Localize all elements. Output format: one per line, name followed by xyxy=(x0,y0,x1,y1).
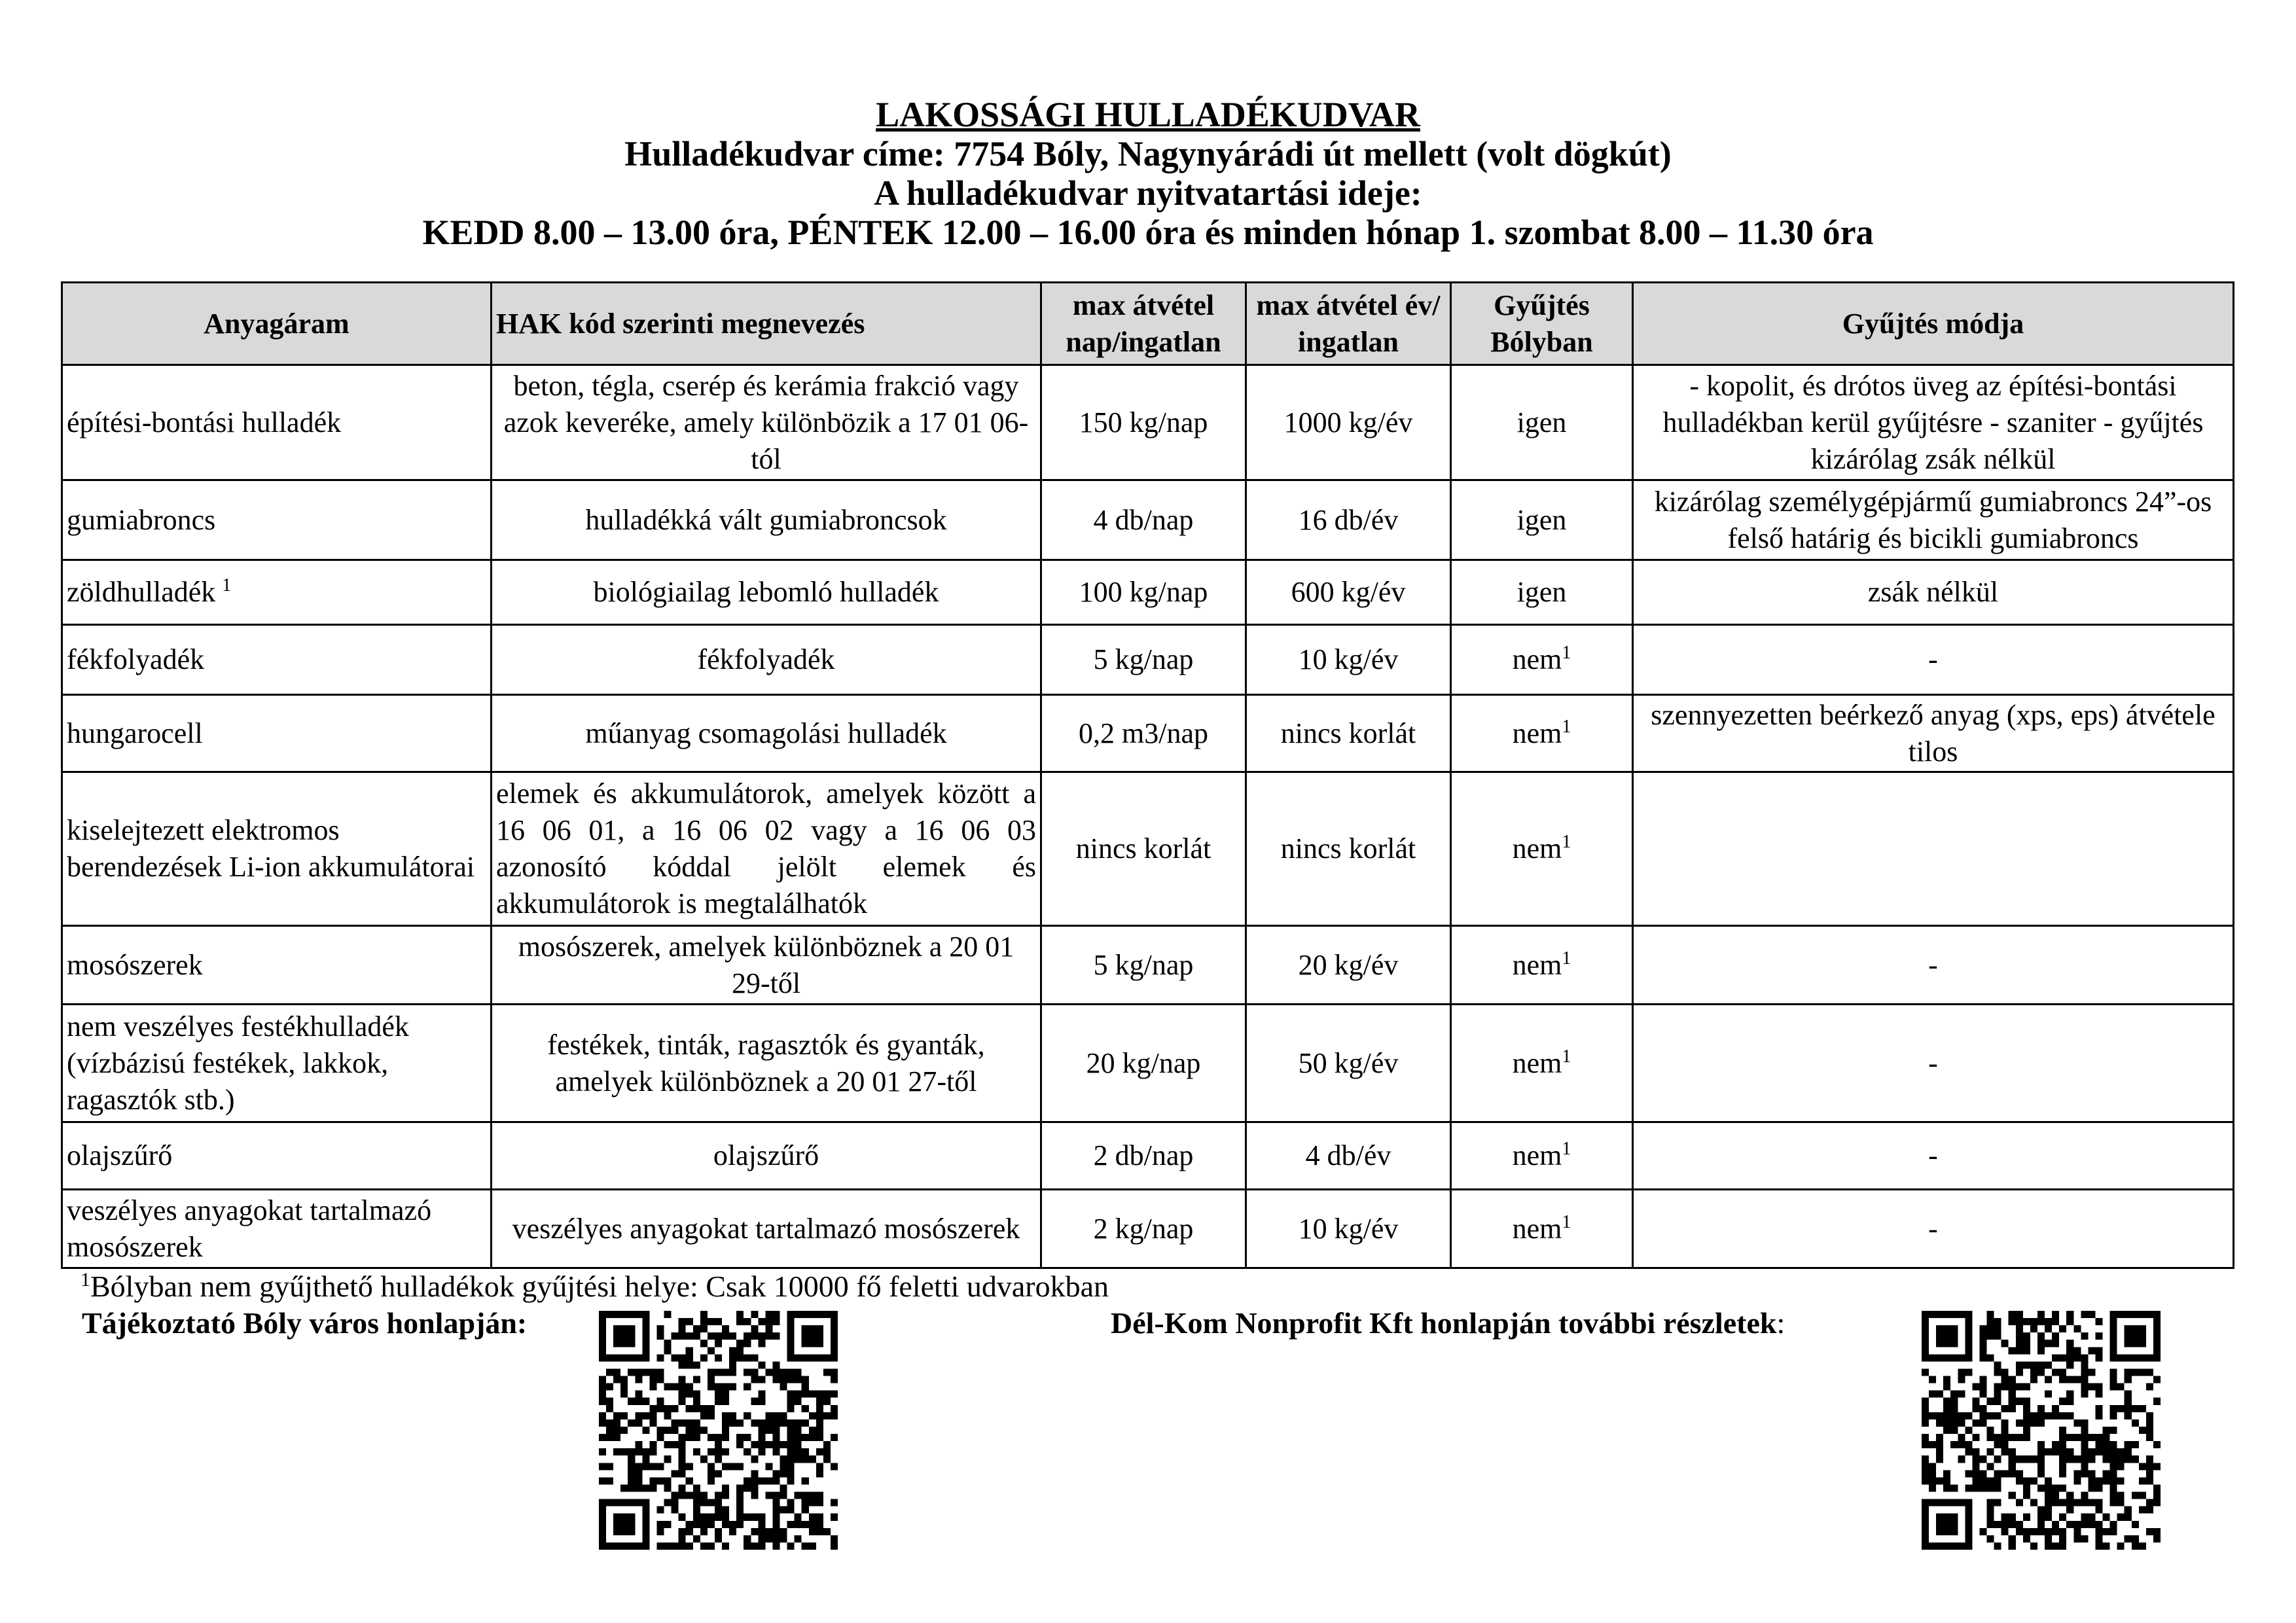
cell-max-day-text: 5 kg/nap xyxy=(1093,643,1194,675)
footnote-ref: 1 xyxy=(1562,1139,1571,1159)
cell-collect-mode xyxy=(1633,1005,2234,1122)
opening-label: A hulladékudvar nyitvatartási ideje: xyxy=(874,173,1422,213)
cell-max-year xyxy=(1246,926,1451,1005)
cell-collect-boly-text: igen xyxy=(1516,503,1567,536)
cell-collect-mode xyxy=(1633,365,2234,480)
document-header xyxy=(0,95,2296,252)
cell-max-year-text: 10 kg/év xyxy=(1298,643,1399,675)
cell-max-day xyxy=(1041,1005,1246,1122)
table-row xyxy=(62,365,2234,480)
cell-max-year xyxy=(1246,625,1451,695)
cell-material-text: építési-bontási hulladék xyxy=(67,406,342,438)
cell-collect-boly xyxy=(1451,1005,1633,1122)
address-line: Hulladékudvar címe: 7754 Bóly, Nagynyárádi út mellett (volt dögkút) xyxy=(624,134,1672,173)
cell-collect-mode xyxy=(1633,772,2234,926)
table-row xyxy=(62,625,2234,695)
cell-max-year-text: 600 kg/év xyxy=(1291,576,1406,608)
cell-collect-boly-text: nem xyxy=(1512,643,1562,675)
cell-hak-name-text: festékek, tinták, ragasztók és gyanták, amelyek különböznek a 20 01 27-től xyxy=(547,1028,985,1097)
table-row xyxy=(62,560,2234,625)
cell-max-year-text: 4 db/év xyxy=(1305,1139,1391,1171)
table-body xyxy=(62,365,2234,1268)
header-max-year: max átvétel év/ ingatlan xyxy=(1246,283,1451,365)
cell-hak-name xyxy=(492,772,1041,926)
cell-collect-boly xyxy=(1451,695,1633,772)
cell-collect-boly xyxy=(1451,926,1633,1005)
cell-max-year xyxy=(1246,1005,1451,1122)
table-row xyxy=(62,1005,2234,1122)
cell-max-day-text: 0,2 m3/nap xyxy=(1079,717,1208,749)
footnote-ref: 1 xyxy=(1562,1046,1571,1067)
table-row xyxy=(62,1190,2234,1268)
footnote-ref: 1 xyxy=(1562,1211,1571,1232)
cell-hak-name xyxy=(492,625,1041,695)
cell-collect-boly-text: nem xyxy=(1512,1139,1562,1171)
cell-max-year-text: 16 db/év xyxy=(1298,503,1399,536)
cell-material xyxy=(62,1190,492,1268)
footnote-text: Bólyban nem gyűjthető hulladékok gyűjtési helye: Csak 10000 fő feletti udvarokban xyxy=(90,1270,1109,1303)
cell-max-day-text: 4 db/nap xyxy=(1093,503,1194,536)
cell-collect-boly-text: nem xyxy=(1512,717,1562,749)
header-collect-boly: Gyűjtés Bólyban xyxy=(1451,283,1633,365)
table-header-row xyxy=(62,283,2234,365)
cell-hak-name xyxy=(492,1122,1041,1190)
table-row xyxy=(62,772,2234,926)
cell-material xyxy=(62,560,492,625)
cell-max-year xyxy=(1246,560,1451,625)
cell-max-year-text: nincs korlát xyxy=(1280,717,1416,749)
cell-collect-boly xyxy=(1451,772,1633,926)
cell-material xyxy=(62,695,492,772)
cell-max-year-text: 20 kg/év xyxy=(1298,948,1399,981)
cell-max-day-text: 100 kg/nap xyxy=(1079,576,1208,608)
footnote-marker: 1 xyxy=(81,1269,90,1291)
delkom-label-text: Dél-Kom Nonprofit Kft honlapján további részletek xyxy=(1111,1306,1777,1340)
cell-max-year xyxy=(1246,1122,1451,1190)
table-row xyxy=(62,1122,2234,1190)
cell-collect-boly-text: igen xyxy=(1516,406,1567,438)
boly-website-label: Tájékoztató Bóly város honlapján: xyxy=(82,1306,528,1340)
cell-collect-mode xyxy=(1633,625,2234,695)
cell-max-day xyxy=(1041,560,1246,625)
cell-max-day xyxy=(1041,625,1246,695)
table-row xyxy=(62,480,2234,560)
cell-collect-mode-text: - xyxy=(1928,1046,1938,1079)
cell-hak-name-text: olajszűrő xyxy=(713,1139,819,1171)
cell-material xyxy=(62,1005,492,1122)
cell-collect-mode-text: - xyxy=(1928,1139,1938,1171)
footnote-ref: 1 xyxy=(222,575,232,596)
cell-hak-name-text: fékfolyadék xyxy=(697,643,835,675)
footnote xyxy=(81,1268,1109,1305)
cell-max-day-text: 2 kg/nap xyxy=(1093,1212,1194,1245)
cell-max-year-text: 1000 kg/év xyxy=(1283,406,1413,438)
cell-collect-boly xyxy=(1451,480,1633,560)
cell-material xyxy=(62,1122,492,1190)
cell-collect-mode-text: kizárólag személygépjármű gumiabroncs 24”-os felső határig és bicikli gumiabroncs xyxy=(1654,485,2212,554)
cell-material xyxy=(62,772,492,926)
table-row xyxy=(62,695,2234,772)
footnote-ref: 1 xyxy=(1562,716,1571,737)
cell-hak-name-text: hulladékká vált gumiabroncsok xyxy=(585,503,947,536)
header-material: Anyagáram xyxy=(62,283,492,365)
cell-collect-boly xyxy=(1451,365,1633,480)
header-max-day: max átvétel nap/ingatlan xyxy=(1041,283,1246,365)
cell-collect-mode-text: - xyxy=(1928,948,1938,981)
cell-max-day-text: 20 kg/nap xyxy=(1086,1046,1201,1079)
cell-collect-mode xyxy=(1633,480,2234,560)
cell-max-year-text: 10 kg/év xyxy=(1298,1212,1399,1245)
cell-max-year-text: nincs korlát xyxy=(1280,832,1416,865)
cell-max-day xyxy=(1041,1190,1246,1268)
cell-material-text: olajszűrő xyxy=(67,1139,173,1171)
cell-material xyxy=(62,625,492,695)
cell-max-year xyxy=(1246,772,1451,926)
cell-material-text: nem veszélyes festékhulladék (vízbázisú festékek, lakkok, ragasztók stb.) xyxy=(67,1010,409,1116)
cell-collect-mode xyxy=(1633,695,2234,772)
header-hak-name: HAK kód szerinti megnevezés xyxy=(492,283,1041,365)
header-collect-mode: Gyűjtés módja xyxy=(1633,283,2234,365)
cell-hak-name-text: veszélyes anyagokat tartalmazó mosószerek xyxy=(512,1212,1020,1245)
cell-hak-name xyxy=(492,480,1041,560)
footnote-ref: 1 xyxy=(1562,832,1571,852)
cell-max-year xyxy=(1246,1190,1451,1268)
cell-material-text: mosószerek xyxy=(67,948,203,981)
cell-hak-name xyxy=(492,1005,1041,1122)
cell-collect-mode xyxy=(1633,560,2234,625)
cell-hak-name-text: mosószerek, amelyek különböznek a 20 01 29-től xyxy=(518,930,1014,999)
cell-collect-mode-text: - kopolit, és drótos üveg az építési-bontási hulladékban kerül gyűjtésre - szaniter - gyűjtés kizárólag zsák nélkül xyxy=(1662,369,2204,475)
cell-max-day xyxy=(1041,926,1246,1005)
cell-max-day-text: 5 kg/nap xyxy=(1093,948,1194,981)
cell-material xyxy=(62,365,492,480)
cell-hak-name-text: műanyag csomagolási hulladék xyxy=(585,717,947,749)
cell-max-day xyxy=(1041,695,1246,772)
cell-collect-boly-text: igen xyxy=(1516,576,1567,608)
cell-material-text: kiselejtezett elektromos berendezések Li-ion akkumulátorai xyxy=(67,814,475,883)
cell-material xyxy=(62,926,492,1005)
cell-collect-mode xyxy=(1633,1122,2234,1190)
cell-material-text: hungarocell xyxy=(67,717,203,749)
footnote-ref: 1 xyxy=(1562,948,1571,969)
delkom-website-label xyxy=(1111,1305,1785,1342)
cell-hak-name xyxy=(492,926,1041,1005)
cell-max-day-text: nincs korlát xyxy=(1075,832,1211,865)
qr-code-icon[interactable] xyxy=(1922,1311,2161,1550)
cell-max-year xyxy=(1246,365,1451,480)
cell-collect-boly xyxy=(1451,625,1633,695)
cell-collect-mode-text: - xyxy=(1928,643,1938,675)
cell-collect-boly-text: nem xyxy=(1512,832,1562,865)
cell-material-text: veszélyes anyagokat tartalmazó mosószerek xyxy=(67,1194,432,1263)
cell-hak-name xyxy=(492,695,1041,772)
cell-hak-name xyxy=(492,560,1041,625)
cell-max-day xyxy=(1041,480,1246,560)
cell-material-text: zöldhulladék xyxy=(67,576,216,608)
opening-hours: KEDD 8.00 – 13.00 óra, PÉNTEK 12.00 – 16.00 óra és minden hónap 1. szombat 8.00 – 11.30 óra xyxy=(422,213,1874,252)
cell-collect-boly xyxy=(1451,1122,1633,1190)
footnote-ref: 1 xyxy=(1562,643,1571,663)
cell-collect-mode-text: - xyxy=(1928,1212,1938,1245)
cell-collect-boly-text: nem xyxy=(1512,1046,1562,1079)
cell-max-day xyxy=(1041,1122,1246,1190)
waste-table xyxy=(61,281,2234,1269)
cell-collect-boly xyxy=(1451,560,1633,625)
cell-hak-name-text: elemek és akkumulátorok, amelyek között a 16 06 01, a 16 06 02 vagy a 16 06 03 azonosító kóddal jelölt elemek és akkumulátorok is megtalálhatók xyxy=(496,777,1036,919)
cell-collect-boly-text: nem xyxy=(1512,948,1562,981)
cell-material-text: gumiabroncs xyxy=(67,503,216,536)
cell-max-day-text: 150 kg/nap xyxy=(1079,406,1208,438)
cell-max-day-text: 2 db/nap xyxy=(1093,1139,1194,1171)
cell-collect-mode-text: szennyezetten beérkező anyag (xps, eps) átvétele tilos xyxy=(1651,698,2215,768)
cell-collect-boly-text: nem xyxy=(1512,1212,1562,1245)
cell-max-year-text: 50 kg/év xyxy=(1298,1046,1399,1079)
cell-material-text: fékfolyadék xyxy=(67,643,205,675)
delkom-label-colon: : xyxy=(1776,1306,1785,1340)
cell-material xyxy=(62,480,492,560)
cell-hak-name-text: beton, tégla, cserép és kerámia frakció vagy azok keveréke, amely különbözik a 17 01 06-tól xyxy=(503,369,1029,475)
table-row xyxy=(62,926,2234,1005)
cell-max-day xyxy=(1041,772,1246,926)
qr-code-icon[interactable] xyxy=(599,1311,838,1550)
cell-max-year xyxy=(1246,480,1451,560)
cell-hak-name xyxy=(492,1190,1041,1268)
cell-hak-name xyxy=(492,365,1041,480)
cell-collect-mode xyxy=(1633,1190,2234,1268)
cell-collect-mode-text: zsák nélkül xyxy=(1867,576,1999,608)
cell-hak-name-text: biológiailag lebomló hulladék xyxy=(593,576,939,608)
cell-collect-mode xyxy=(1633,926,2234,1005)
page-title: LAKOSSÁGI HULLADÉKUDVAR xyxy=(876,95,1420,134)
cell-collect-boly xyxy=(1451,1190,1633,1268)
cell-max-day xyxy=(1041,365,1246,480)
cell-max-year xyxy=(1246,695,1451,772)
